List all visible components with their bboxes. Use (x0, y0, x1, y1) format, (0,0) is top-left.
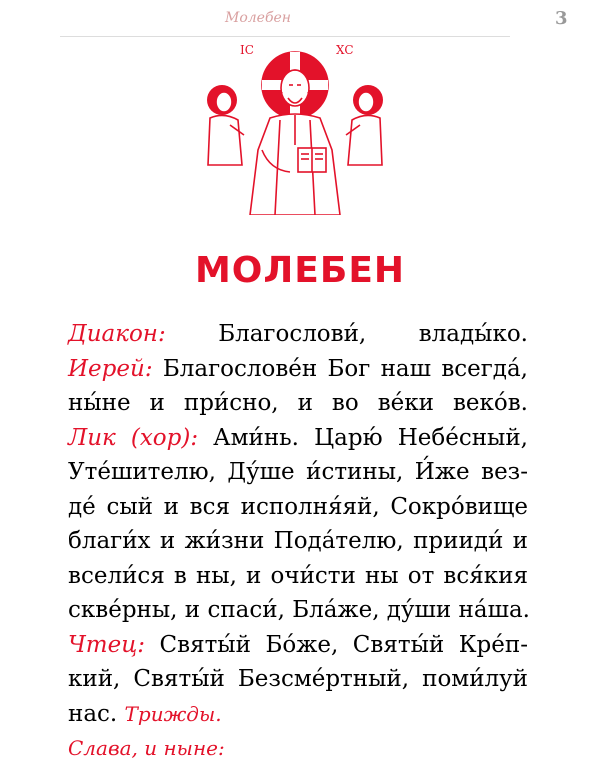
text-line (68, 455, 528, 490)
line-text: Благослови́, влады́ко. (165, 321, 528, 347)
rubric-trizhdy: Трижды. (124, 701, 222, 726)
header-rule (60, 36, 510, 37)
text-line (68, 352, 528, 387)
text-line (68, 524, 528, 559)
prayer-text (68, 317, 528, 766)
text-line (68, 697, 528, 732)
line-text: Ами́нь. Царю́ Небе́сный, (198, 424, 528, 451)
page-number: 3 (555, 8, 568, 29)
line-text: нас. (68, 700, 125, 727)
text-line (68, 593, 528, 628)
line-text: де́ сый и вся исполня́яй, Сокро́вище (68, 493, 528, 520)
page-title: МОЛЕБЕН (194, 250, 406, 291)
line-text: Святы́й Бо́же, Святы́й Кре́п- (145, 631, 528, 658)
line-text: ны́не и при́сно, и во ве́ки веко́в. (68, 390, 528, 416)
speaker-label: Диакон: (68, 321, 166, 347)
line-text: благи́х и жи́зни Пода́телю, прииди́ и (68, 528, 528, 554)
christ-icon-illustration (200, 40, 390, 215)
text-line (68, 490, 528, 525)
text-line (68, 421, 528, 456)
text-line (68, 662, 528, 697)
running-head: Молебен (225, 10, 292, 26)
line-text: Уте́шителю, Ду́ше и́стины, И́же вез- (68, 459, 528, 485)
rubric-slava: Слава, и ныне: (68, 736, 225, 760)
xc-label: XC (336, 43, 354, 57)
text-line (68, 731, 528, 766)
speaker-label: Чтец: (68, 631, 145, 658)
ic-label: IC (240, 43, 254, 57)
line-text: кий, Святы́й Безсме́ртный, поми́луй (68, 666, 528, 692)
speaker-label: Иерей: (68, 355, 153, 382)
text-line (68, 628, 528, 663)
reverse-page-header (0, 0, 600, 40)
line-text: Благослове́н Бог наш всегда́, (152, 355, 528, 382)
line-text: скве́рны, и спаси́, Бла́же, ду́ши на́ша. (68, 597, 530, 623)
speaker-label: Лик (хор): (68, 424, 199, 451)
text-line (68, 559, 528, 594)
text-line (68, 317, 528, 352)
line-text: всели́ся в ны, и очи́сти ны от вся́кия (68, 562, 528, 589)
text-line (68, 386, 528, 421)
